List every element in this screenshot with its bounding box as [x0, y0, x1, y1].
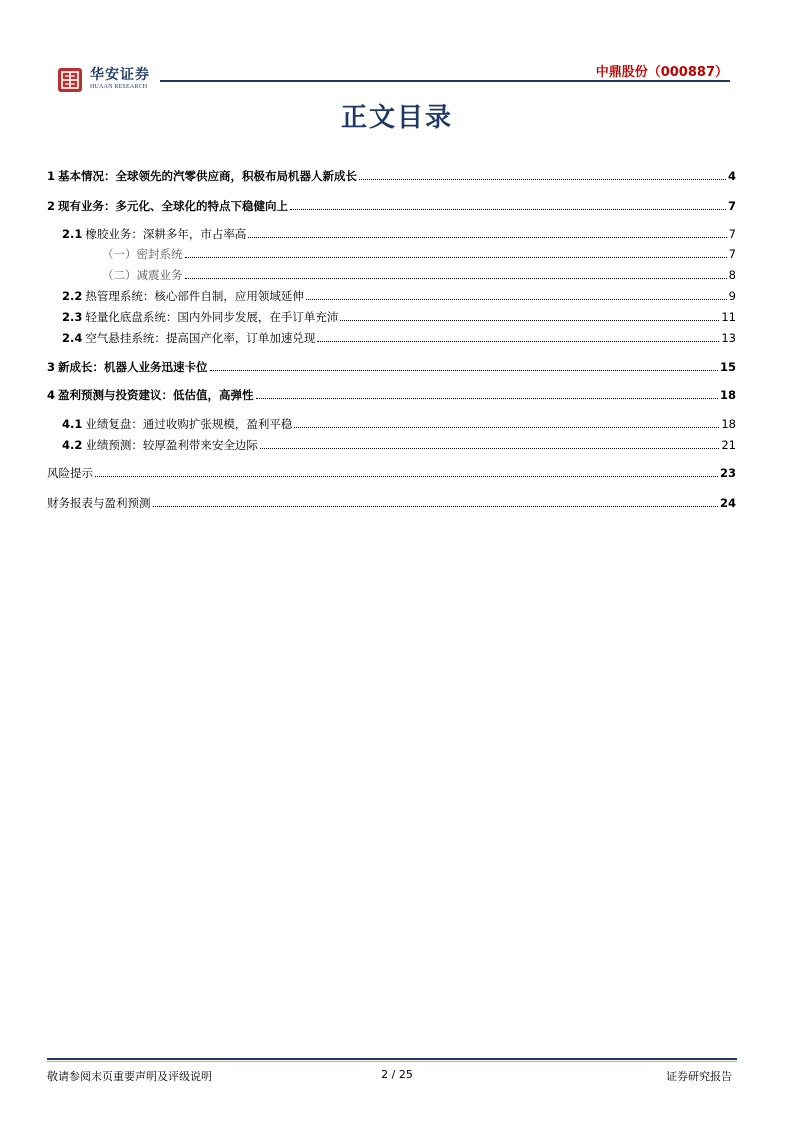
toc-number: 2.2 [62, 289, 83, 303]
toc-page: 11 [721, 310, 736, 324]
toc-number: 1 [47, 169, 56, 183]
toc-page: 15 [719, 360, 736, 374]
toc-leader [290, 208, 726, 210]
toc-page: 18 [719, 388, 736, 402]
toc-number: 2.3 [62, 310, 83, 324]
toc-entry[interactable] [62, 309, 736, 325]
toc-number: 2.4 [62, 331, 83, 345]
toc-entry[interactable] [47, 387, 736, 403]
toc-text: （二）减震业务 [102, 268, 183, 282]
footer-divider [47, 1058, 737, 1060]
toc-page: 7 [728, 227, 736, 241]
toc-page: 21 [721, 438, 736, 452]
toc-entry[interactable] [47, 359, 736, 375]
toc-entry[interactable] [62, 330, 736, 346]
toc-text: 风险提示 [47, 466, 93, 480]
toc-text: 现有业务：多元化、全球化的特点下稳健向上 [58, 199, 289, 213]
toc-text: 轻量化底盘系统：国内外同步发展，在手订单充沛 [85, 310, 339, 324]
toc-page: 13 [721, 331, 736, 345]
toc-text: 基本情况：全球领先的汽零供应商，积极布局机器人新成长 [58, 169, 358, 183]
toc-page: 4 [727, 169, 736, 183]
toc-text: （一）密封系统 [102, 247, 183, 261]
toc-page: 7 [727, 199, 736, 213]
toc-number: 2 [47, 199, 56, 213]
page-number: 2 / 25 [381, 1068, 413, 1081]
toc-text: 盈利预测与投资建议：低估值，高弹性 [58, 388, 254, 402]
toc-entry[interactable] [47, 168, 736, 184]
huaan-logo-icon [57, 67, 83, 93]
toc-number: 4.2 [62, 438, 83, 452]
toc-page: 9 [728, 289, 736, 303]
toc-entry[interactable] [47, 198, 736, 214]
toc-number: 4 [47, 388, 56, 402]
toc-entry[interactable] [102, 246, 736, 262]
page-title: 正文目录 [340, 103, 453, 133]
toc-entry[interactable] [62, 288, 736, 304]
toc-leader [294, 426, 719, 428]
toc-leader [210, 369, 718, 371]
toc-leader [359, 178, 726, 180]
toc-number: 2.1 [62, 227, 83, 241]
toc-page: 7 [728, 247, 736, 261]
toc-entry[interactable] [47, 465, 736, 481]
toc-leader [153, 505, 718, 507]
toc-page: 24 [719, 496, 736, 510]
toc-entry[interactable] [102, 267, 736, 283]
toc-leader [306, 298, 727, 300]
toc-leader [248, 236, 726, 238]
footer-divider-light [47, 1061, 737, 1062]
toc-entry[interactable] [62, 416, 736, 432]
toc-leader [256, 397, 718, 399]
toc-leader [185, 256, 727, 258]
toc-leader [260, 447, 719, 449]
brand-name-cn: 华安证券 [90, 67, 150, 83]
toc-leader [317, 340, 719, 342]
toc-leader [95, 475, 718, 477]
toc-leader [185, 277, 727, 279]
toc-entry[interactable] [62, 226, 736, 242]
toc-entry[interactable] [47, 495, 736, 511]
footer-disclaimer: 敬请参阅末页重要声明及评级说明 [47, 1070, 212, 1083]
toc-text: 橡胶业务：深耕多年，市占率高 [85, 227, 247, 241]
toc-entry[interactable] [62, 437, 736, 453]
header-divider [160, 80, 730, 82]
toc-text: 空气悬挂系统：提高国产化率，订单加速兑现 [85, 331, 316, 345]
toc-text: 财务报表与盈利预测 [47, 496, 151, 510]
toc-text: 热管理系统：核心部件自制，应用领域延伸 [85, 289, 304, 303]
toc-text: 业绩预测：较厚盈利带来安全边际 [85, 438, 258, 452]
toc-text: 业绩复盘：通过收购扩张规模，盈利平稳 [85, 417, 293, 431]
company-name: 中鼎股份（000887） [595, 65, 728, 80]
toc-text: 新成长：机器人业务迅速卡位 [58, 360, 208, 374]
toc-number: 4.1 [62, 417, 83, 431]
toc-page: 8 [728, 268, 736, 282]
toc-page: 23 [719, 466, 736, 480]
toc-leader [340, 319, 719, 321]
brand-name-en: HUAAN RESEARCH [90, 84, 148, 90]
toc-page: 18 [721, 417, 736, 431]
toc-number: 3 [47, 360, 56, 374]
footer-report-type: 证券研究报告 [666, 1070, 732, 1083]
